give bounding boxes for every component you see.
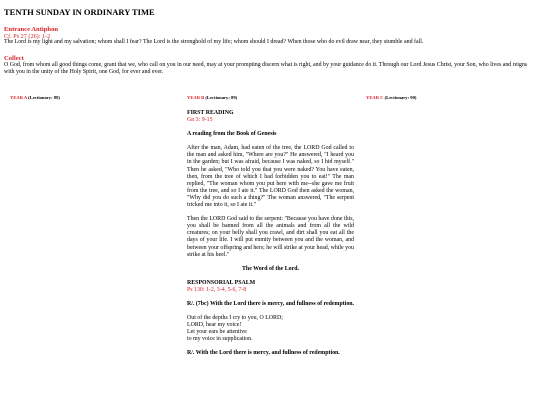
year-c-label: YEAR C bbox=[366, 95, 384, 100]
psalm-response: R/. (7bc) With the Lord there is mercy, and fullness of redemption. bbox=[187, 300, 355, 307]
first-reading-paragraph-2: Then the LORD God said to the serpent: "Because you have done this, you shall be banned from all the animals and from all the wild creatures; on your belly shall you crawl, and dirt shall you eat all the days of your life. I will put enmity between you and the woman, and between your offspring and hers; he will strike at your head, while you strike at his heel." bbox=[187, 216, 354, 258]
year-b-lectionary: (Lectionary: 89) bbox=[205, 95, 238, 100]
year-a-lectionary: (Lectionary: 88) bbox=[28, 95, 60, 100]
psalm-response-repeat: R/. With the Lord there is mercy, and fullness of redemption. bbox=[187, 350, 340, 357]
first-reading-reference: Gn 3: 9-15 bbox=[187, 117, 213, 124]
first-reading-heading: FIRST READING bbox=[187, 110, 234, 116]
first-reading-closing: The Word of the Lord. bbox=[241, 265, 299, 272]
year-a-tag bbox=[10, 95, 60, 100]
psalm-verse-1: Out of the depths I cry to you, O LORD; LORD, hear my voice! Let your ears be attentive to my voice in supplication. bbox=[187, 315, 283, 343]
year-c-lectionary: (Lectionary: 90) bbox=[384, 95, 417, 100]
first-reading-intro: A reading from the Book of Genesis bbox=[187, 131, 277, 138]
year-b-tag bbox=[187, 95, 237, 100]
psalm-reference: Ps 130: 1-2, 3-4, 5-6, 7-8 bbox=[187, 286, 247, 293]
entrance-antiphon-reference: Cf. Ps 27 (26): 1-2 bbox=[4, 33, 51, 40]
psalm-heading: RESPONSORIAL PSALM bbox=[187, 279, 256, 286]
entrance-antiphon-heading: Entrance Antiphon bbox=[4, 26, 59, 33]
page-title: TENTH SUNDAY IN ORDINARY TIME bbox=[4, 7, 155, 17]
year-a-label: YEAR A bbox=[10, 95, 27, 100]
entrance-antiphon-text: The Lord is my light and my salvation; whom shall I fear? The Lord is the stronghold of my life; whom should I dread? When those who do evil draw near, they stumble and fall. bbox=[4, 39, 424, 45]
year-b-label: YEAR B bbox=[187, 95, 205, 100]
collect-heading: Collect bbox=[4, 55, 24, 62]
collect-text: O God, from whom all good things come, grant that we, who call on you in our need, may at your prompting discern what is right, and by your guidance do it. Through our Lord Jesus Christ, your Son, who lives and reigns with you in the unity of the Holy Spirit, one God, for ever and ever. bbox=[4, 62, 528, 76]
year-b-readings bbox=[187, 110, 354, 365]
first-reading-paragraph-1: After the man, Adam, had eaten of the tree, the LORD God called to the man and asked him, "Where are you?" He answered, "I heard you in the garden; but I was afraid, because I was naked, so I hid myself." Then he asked, "Who told you that you were naked? You have eaten, then, from the tree of which I had forbidden you to eat!" The man replied, "The woman whom you put here with me--she gave me fruit from the tree, and so I ate it." The LORD God then asked the woman, "Why did you do such a thing?" The woman answered, "The serpent tricked me into it, so I ate it." bbox=[187, 145, 354, 209]
year-c-tag bbox=[366, 95, 416, 100]
